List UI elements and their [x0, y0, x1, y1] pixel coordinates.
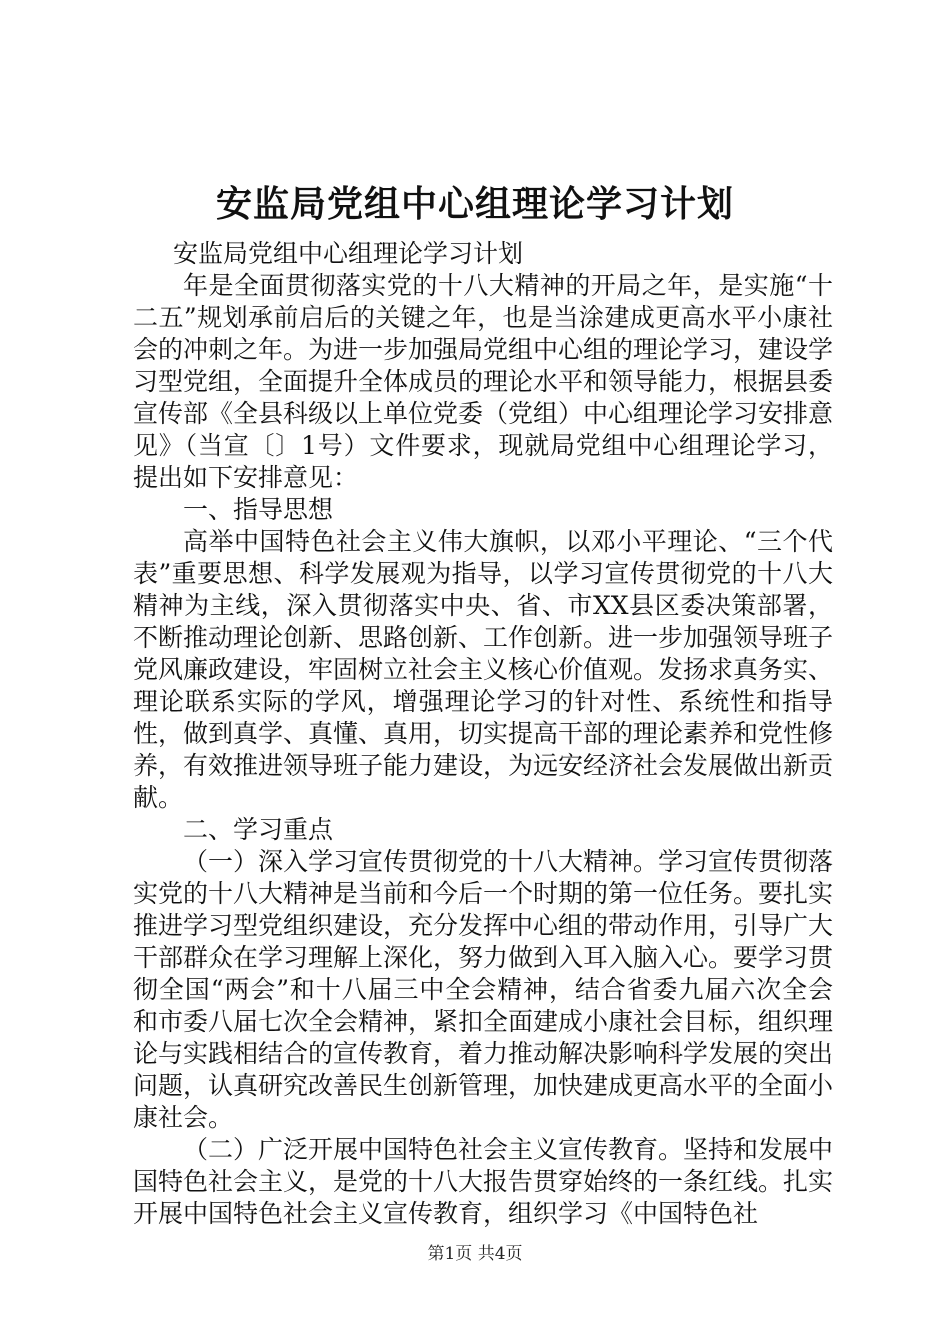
paragraph-focus-one: （一）深入学习宣传贯彻党的十八大精神。学习宣传贯彻落实党的十八大精神是当前和今后一个时期的第一位任务。要扎实推进学习型党组织建设，充分发挥中心组的带动作用，引导广大干部群众在学习理解上深化，努力做到入耳入脑入心。要学习贯彻全国“两会”和十八届三中全会精神，结合省委九届六次全会和市委八届七次全会精神，紧扣全面建成小康社会目标，组织理论与实践相结合的宣传教育，着力推动解决影响科学发展的突出问题，认真研究改善民生创新管理，加快建成更高水平的全面小康社会。: [133, 847, 834, 1132]
page-footer: [0, 1243, 950, 1265]
page-number-label: 第1页 共4页: [427, 1244, 523, 1264]
section-heading-guiding-thought: 一、指导思想: [183, 495, 334, 524]
document-title: 安监局党组中心组理论学习计划: [215, 183, 734, 225]
paragraph-guiding-thought: 高举中国特色社会主义伟大旗帜，以邓小平理论、“三个代表”重要思想、科学发展观为指导，以学习宣传贯彻党的十八大精神为主线，深入贯彻落实中央、省、市XX县区委决策部署，不断推动理论创新、思路创新、工作创新。进一步加强领导班子党风廉政建设，牢固树立社会主义核心价值观。发扬求真务实、理论联系实际的学风，增强理论学习的针对性、系统性和指导性，做到真学、真懂、真用，切实提高干部的理论素养和党性修养，有效推进领导班子能力建设，为远安经济社会发展做出新贡献。: [133, 527, 834, 812]
paragraph-intro: 年是全面贯彻落实党的十八大精神的开局之年，是实施“十二五”规划承前启后的关键之年，也是当涂建成更高水平小康社会的冲刺之年。为进一步加强局党组中心组的理论学习，建设学习型党组，全面提升全体成员的理论水平和领导能力，根据县委宣传部《全县科级以上单位党委（党组）中心组理论学习安排意见》（当宣〔〕1号）文件要求，现就局党组中心组理论学习，提出如下安排意见：: [133, 271, 834, 492]
section-heading-study-focus: 二、学习重点: [183, 815, 334, 844]
paragraph-focus-two: （二）广泛开展中国特色社会主义宣传教育。坚持和发展中国特色社会主义，是党的十八大报告贯穿始终的一条红线。扎实开展中国特色社会主义宣传教育，组织学习《中国特色社: [133, 1135, 834, 1228]
document-subtitle: 安监局党组中心组理论学习计划: [173, 239, 524, 268]
document-body: [133, 238, 833, 1230]
